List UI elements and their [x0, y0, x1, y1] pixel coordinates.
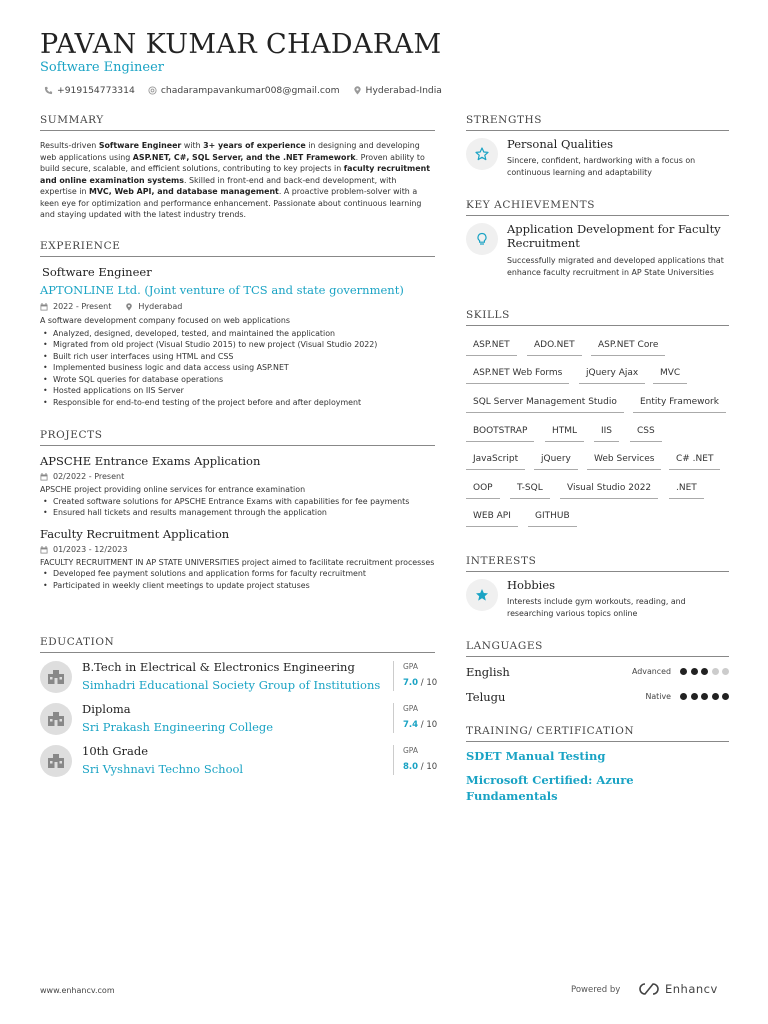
achievement-description: Successfully migrated and developed applications that enhance faculty recruitment in AP State Universities — [507, 256, 724, 277]
location-contact — [353, 85, 442, 96]
language-item — [466, 689, 729, 705]
project-title: Faculty Recruitment Application — [40, 526, 230, 541]
gpa-box — [393, 745, 438, 775]
skills-section — [466, 309, 729, 539]
skill-tag: SQL Server Management Studio — [466, 393, 624, 413]
footer-url[interactable]: www.enhancv.com — [40, 986, 115, 995]
rating-dot-filled — [701, 693, 708, 700]
experience-heading: EXPERIENCE — [40, 240, 435, 257]
gpa-score: 8.0 — [403, 762, 419, 772]
location-pin-icon — [353, 86, 362, 95]
job-meta — [40, 300, 435, 314]
lightbulb-icon — [475, 232, 489, 246]
enhancv-logo[interactable] — [636, 981, 718, 997]
achievement-icon-badge — [466, 223, 498, 255]
skill-tag: ASP.NET Web Forms — [466, 364, 569, 384]
language-item — [466, 664, 729, 680]
certification-item: Microsoft Certified: Azure Fundamentals — [466, 773, 634, 803]
skill-tag: jQuery Ajax — [579, 364, 645, 384]
interest-title: Hobbies — [507, 578, 556, 592]
achievements-heading: KEY ACHIEVEMENTS — [466, 199, 729, 216]
achievement-title: Application Development for Faculty Recruitment — [507, 222, 721, 250]
language-name: English — [466, 665, 510, 679]
job-description: A software development company focused on web applications — [40, 316, 290, 325]
enhancv-logo-icon — [636, 981, 662, 997]
project-description: FACULTY RECRUITMENT IN AP STATE UNIVERSITIES project aimed to facilitate recruitment processes — [40, 557, 435, 567]
job-bullet: • Wrote SQL queries for database operations — [40, 374, 435, 386]
job-role: Software Engineer — [42, 265, 152, 279]
candidate-name: PAVAN KUMAR CHADARAM — [40, 29, 442, 60]
summary-section — [40, 114, 435, 221]
gpa-scale: / 10 — [420, 678, 438, 688]
job-dates: 2022 - Present — [53, 302, 112, 311]
skill-tag: Web Services — [587, 450, 661, 470]
skill-tag: CSS — [630, 422, 662, 442]
job-bullet: • Built rich user interfaces using HTML and CSS — [40, 351, 435, 363]
interests-section — [466, 555, 729, 618]
school-logo — [40, 745, 72, 777]
summary-emphasis: MVC, Web API, and database management — [88, 187, 279, 196]
school-logo — [40, 661, 72, 693]
language-level: Native — [645, 692, 671, 701]
project-dates: 02/2022 - Present — [53, 472, 125, 481]
phone-text: +919154773314 — [57, 84, 135, 96]
skill-tag: MVC — [653, 364, 687, 384]
education-school: Sri Vyshnavi Techno School — [82, 762, 244, 776]
job-bullet: • Implemented business logic and data access using ASP.NET — [40, 362, 435, 374]
rating-dot-empty — [722, 668, 729, 675]
achievement-item — [466, 223, 729, 293]
languages-heading: LANGUAGES — [466, 640, 729, 657]
training-section — [466, 725, 729, 803]
summary-emphasis: 3+ years of experience — [203, 141, 306, 150]
education-school: Simhadri Educational Society Group of Institutions — [82, 678, 381, 692]
gpa-scale: / 10 — [420, 762, 438, 772]
job-company: APTONLINE Ltd. (Joint venture of TCS and state government) — [40, 283, 404, 297]
education-heading: EDUCATION — [40, 636, 435, 653]
skill-tag: GITHUB — [528, 507, 577, 527]
gpa-box — [393, 703, 438, 733]
project-bullet: • Developed fee payment solutions and application forms for faculty recruitment — [40, 568, 435, 580]
interest-icon-badge — [466, 579, 498, 611]
language-rating — [677, 693, 730, 700]
gpa-scale: / 10 — [420, 720, 438, 730]
summary-heading: SUMMARY — [40, 114, 435, 131]
calendar-icon — [40, 473, 48, 481]
skills-heading: SKILLS — [466, 309, 729, 326]
powered-by-label: Powered by — [571, 985, 621, 995]
languages-section — [466, 640, 729, 704]
summary-run: with — [181, 141, 204, 150]
job-bullet: • Hosted applications on IIS Server — [40, 385, 435, 397]
gpa-box — [393, 661, 438, 691]
education-item — [40, 743, 438, 779]
skill-tag: ADO.NET — [527, 336, 582, 356]
project-meta — [40, 470, 435, 484]
education-degree: Diploma — [82, 702, 131, 716]
email-contact[interactable] — [148, 85, 340, 96]
skill-tag: JavaScript — [466, 450, 525, 470]
summary-run: . A proactive problem-solver with a keen eye for optimization and performance enhancement. Passionate about continuous learning and staying updated with the latest industry trends. — [40, 187, 422, 219]
project-bullets — [40, 568, 435, 591]
job-bullets — [40, 328, 435, 409]
rating-dot-filled — [691, 668, 698, 675]
email-text: chadarampavankumar008@gmail.com — [160, 84, 340, 96]
project-meta — [40, 543, 435, 557]
project-title: APSCHE Entrance Exams Application — [40, 454, 261, 468]
interest-description: Interests include gym workouts, reading, and researching various topics online — [507, 597, 686, 618]
phone-icon — [44, 86, 53, 95]
location-text: Hyderabad-India — [365, 84, 442, 96]
strength-description: Sincere, confident, hardworking with a focus on continuous learning and adaptability — [507, 156, 696, 177]
project-item — [40, 526, 435, 592]
contact-row — [44, 83, 455, 97]
gpa-value — [403, 718, 438, 732]
school-building-icon — [47, 753, 65, 769]
job-bullet: • Migrated from old project (Visual Studio 2015) to new project (Visual Studio 2022) — [40, 339, 435, 351]
strength-title: Personal Qualities — [507, 137, 613, 151]
phone-contact[interactable] — [44, 85, 135, 96]
project-bullets — [40, 496, 435, 519]
rating-dot-filled — [691, 693, 698, 700]
project-dates: 01/2023 - 12/2023 — [53, 544, 128, 554]
summary-emphasis: faculty recruitment and online examination systems — [40, 164, 431, 185]
gpa-label: GPA — [403, 662, 418, 671]
gpa-score: 7.4 — [403, 720, 419, 730]
project-bullet: • Ensured hall tickets and results management through the application — [40, 507, 435, 519]
projects-section — [40, 429, 435, 591]
school-logo — [40, 703, 72, 735]
strengths-heading: STRENGTHS — [466, 114, 729, 131]
gpa-score: 7.0 — [403, 678, 419, 688]
education-school: Sri Prakash Engineering College — [82, 720, 274, 734]
summary-text — [40, 140, 435, 221]
skill-tag: ASP.NET Core — [591, 336, 665, 356]
gpa-label: GPA — [403, 746, 418, 755]
rating-dot-filled — [680, 693, 687, 700]
rating-dot-filled — [701, 668, 708, 675]
project-bullet: • Participated in weekly client meetings to update project statuses — [40, 580, 435, 592]
summary-run: in designing and developing web applications using — [40, 141, 420, 162]
education-degree: B.Tech in Electrical & Electronics Engineering — [82, 660, 355, 674]
school-building-icon — [47, 711, 65, 727]
job-bullet: • Analyzed, designed, developed, tested, and maintained the application — [40, 328, 435, 340]
interest-item — [466, 579, 729, 623]
skill-tag: BOOTSTRAP — [466, 422, 534, 442]
at-icon — [148, 86, 157, 95]
rating-dot-empty — [712, 668, 719, 675]
summary-run: . Skilled in front-end and back-end development, with expertise in — [40, 175, 397, 196]
skill-tag: C# .NET — [669, 450, 720, 470]
location-pin-icon — [125, 303, 133, 311]
summary-run: . Proven ability to build secure, scalable, and efficient solutions, contributing to key projects in — [40, 152, 425, 173]
skill-tag: T-SQL — [510, 479, 550, 499]
strengths-section — [466, 114, 729, 177]
project-bullet: • Created software solutions for APSCHE Entrance Exams with capabilities for fee payments — [40, 496, 435, 508]
language-level: Advanced — [632, 667, 671, 676]
gpa-label: GPA — [403, 704, 418, 713]
experience-section — [40, 240, 435, 408]
strength-icon-badge — [466, 138, 498, 170]
skill-tag: jQuery — [534, 450, 578, 470]
candidate-title: Software Engineer — [40, 60, 165, 75]
skill-tag: WEB API — [466, 507, 518, 527]
gpa-value — [403, 760, 438, 774]
skill-tag: .NET — [669, 479, 704, 499]
rating-dot-filled — [722, 693, 729, 700]
summary-emphasis: ASP.NET, C#, SQL Server, and the .NET Framework — [132, 152, 356, 162]
education-section — [40, 636, 438, 776]
star-filled-icon — [475, 588, 489, 602]
calendar-icon — [40, 546, 48, 554]
skill-tag: Entity Framework — [633, 393, 726, 413]
rating-dot-filled — [680, 668, 687, 675]
skill-tag: HTML — [545, 422, 584, 442]
skill-tag: ASP.NET — [466, 336, 517, 356]
gpa-value — [403, 676, 438, 690]
calendar-icon — [40, 303, 48, 311]
project-item — [40, 453, 435, 519]
skill-tag: Visual Studio 2022 — [560, 479, 658, 499]
project-description: APSCHE project providing online services for entrance examination — [40, 485, 306, 494]
strength-item — [466, 138, 729, 182]
job-bullet: • Responsible for end-to-end testing of the project before and after deployment — [40, 397, 435, 409]
school-building-icon — [47, 669, 65, 685]
language-name: Telugu — [466, 690, 506, 704]
skill-tag: IIS — [594, 422, 619, 442]
summary-emphasis: Software Engineer — [98, 141, 182, 150]
job-location: Hyderabad — [138, 302, 183, 311]
training-heading: TRAINING/ CERTIFICATION — [466, 725, 729, 742]
rating-dot-filled — [712, 693, 719, 700]
language-rating — [677, 668, 730, 675]
achievements-section — [466, 199, 729, 277]
certification-item: SDET Manual Testing — [466, 749, 606, 763]
projects-heading: PROJECTS — [40, 429, 435, 446]
education-item — [40, 659, 438, 695]
enhancv-logo-text: Enhancv — [665, 982, 718, 996]
education-degree: 10th Grade — [82, 744, 149, 758]
star-outline-icon — [475, 147, 489, 161]
interests-heading: INTERESTS — [466, 555, 729, 572]
education-item — [40, 701, 438, 737]
skill-tag: OOP — [466, 479, 500, 499]
summary-run: Results-driven — [40, 141, 99, 150]
